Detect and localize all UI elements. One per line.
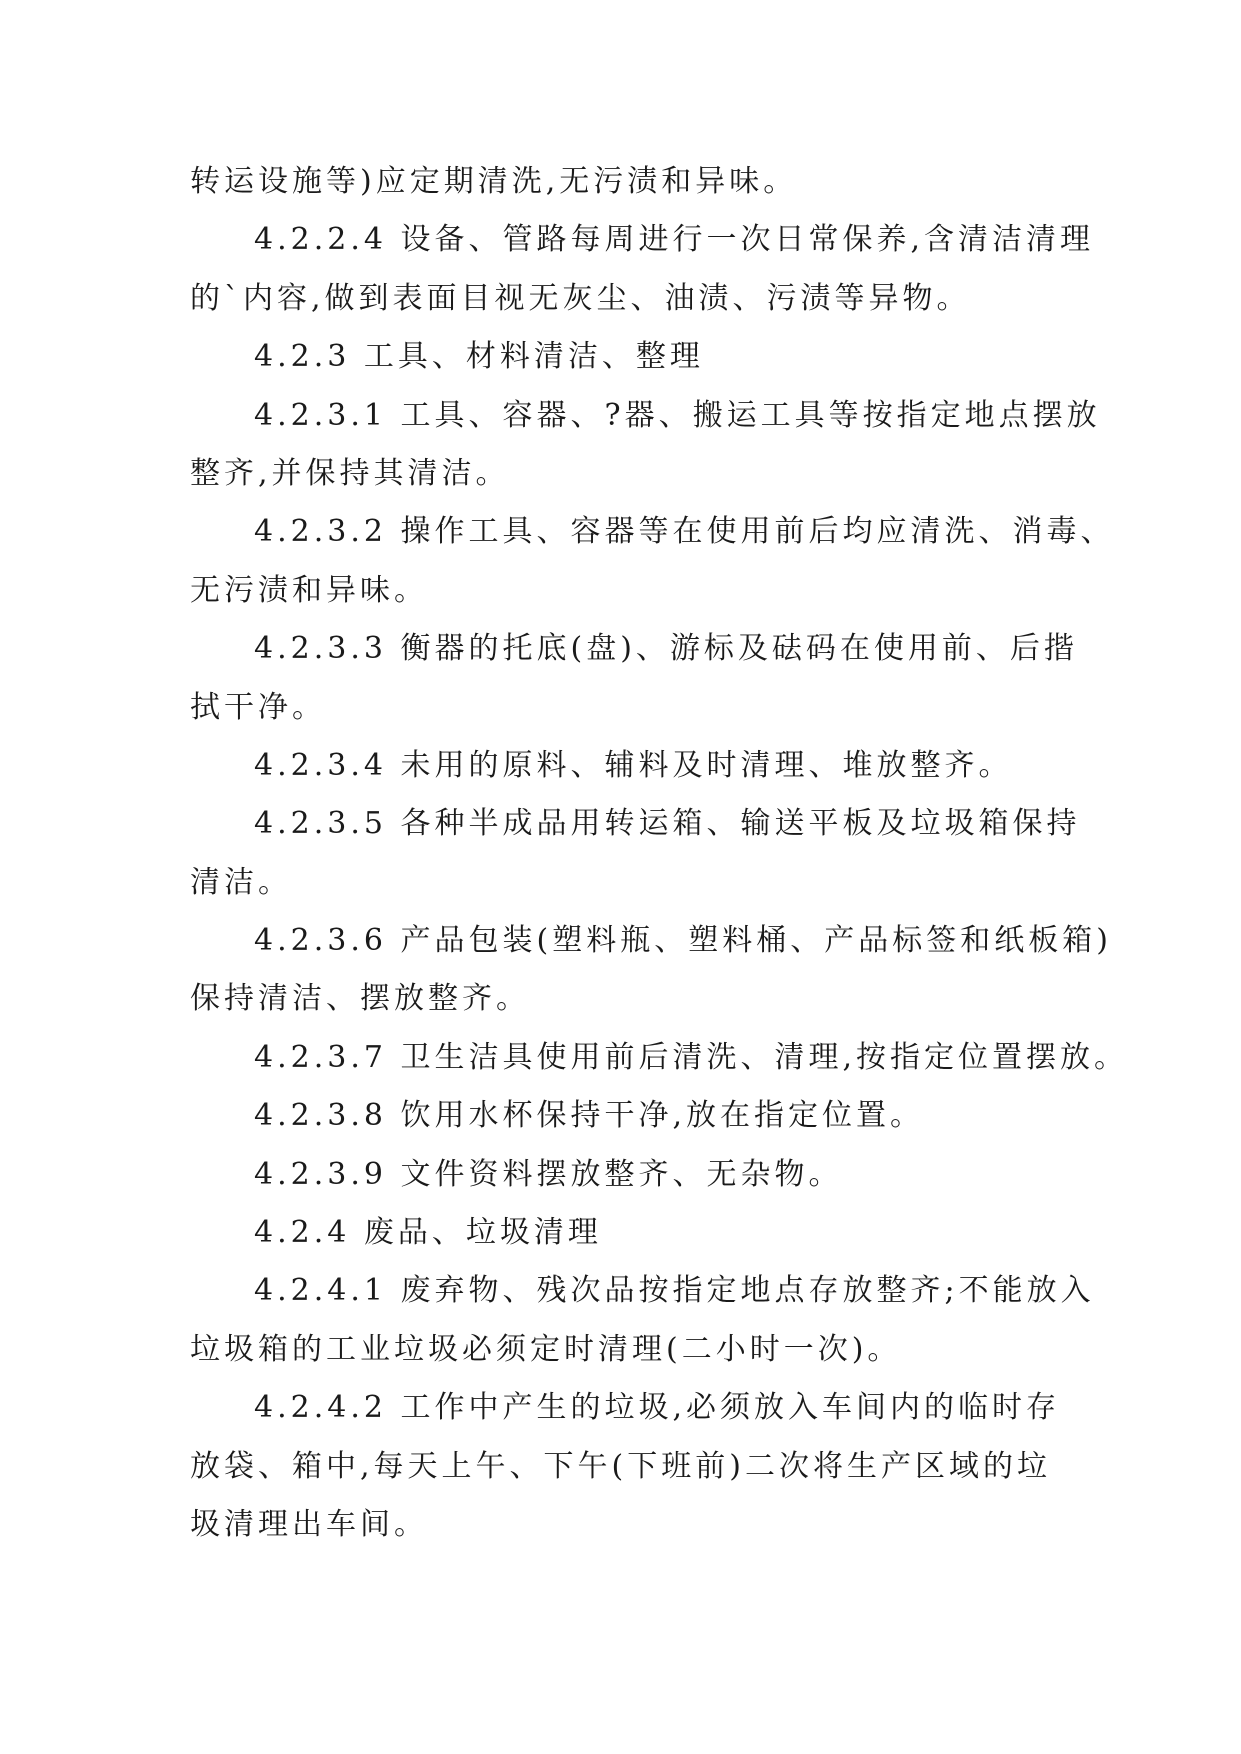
document-body (190, 153, 1129, 1554)
text-line: 4.2.3.8 饮用水杯保持干净,放在指定位置。 (254, 1098, 925, 1134)
section-heading: 4.2.3 工具、材料清洁、整理 (254, 339, 704, 375)
text-line: 4.2.3.1 工具、容器、?器、搬运工具等按指定地点摆放 (254, 397, 1101, 433)
text-line: 无污渍和异味。 (190, 572, 428, 608)
text-line: 4.2.3.4 未用的原料、辅料及时清理、堆放整齐。 (254, 747, 1013, 783)
text-line: 4.2.3.9 文件资料摆放整齐、无杂物。 (254, 1156, 843, 1192)
text-line: 4.2.3.6 产品包装(塑料瓶、塑料桶、产品标签和纸板箱) (254, 923, 1112, 959)
text-line: 4.2.4.2 工作中产生的垃圾,必须放入车间内的临时存 (254, 1390, 1061, 1426)
text-line: 保持清洁、摆放整齐。 (190, 981, 530, 1017)
text-line: 的`内容,做到表面目视无灰尘、油渍、污渍等异物。 (190, 280, 971, 316)
text-line: 清洁。 (190, 864, 292, 900)
text-line: 转运设施等)应定期清洗,无污渍和异味。 (190, 164, 798, 199)
text-line: 圾清理出车间。 (190, 1506, 428, 1542)
text-line: 4.2.3.2 操作工具、容器等在使用前后均应清洗、消毒、 (254, 514, 1115, 550)
text-line: 4.2.4.1 废弃物、残次品按指定地点存放整齐;不能放入 (254, 1273, 1095, 1309)
text-line: 4.2.3.5 各种半成品用转运箱、输送平板及垃圾箱保持 (254, 806, 1081, 842)
text-line: 4.2.2.4 设备、管路每周进行一次日常保养,含清洁清理 (254, 222, 1095, 258)
text-line: 拭干净。 (190, 689, 326, 725)
text-line: 4.2.3.3 衡器的托底(盘)、游标及砝码在使用前、后揩 (254, 631, 1078, 667)
text-line: 垃圾箱的工业垃圾必须定时清理(二小时一次)。 (190, 1331, 902, 1367)
text-line: 放袋、箱中,每天上午、下午(下班前)二次将生产区域的垃 (190, 1448, 1051, 1484)
text-line: 整齐,并保持其清洁。 (190, 455, 510, 491)
text-line: 4.2.3.7 卫生洁具使用前后清洗、清理,按指定位置摆放。 (254, 1039, 1129, 1075)
section-heading: 4.2.4 废品、垃圾清理 (254, 1215, 602, 1251)
